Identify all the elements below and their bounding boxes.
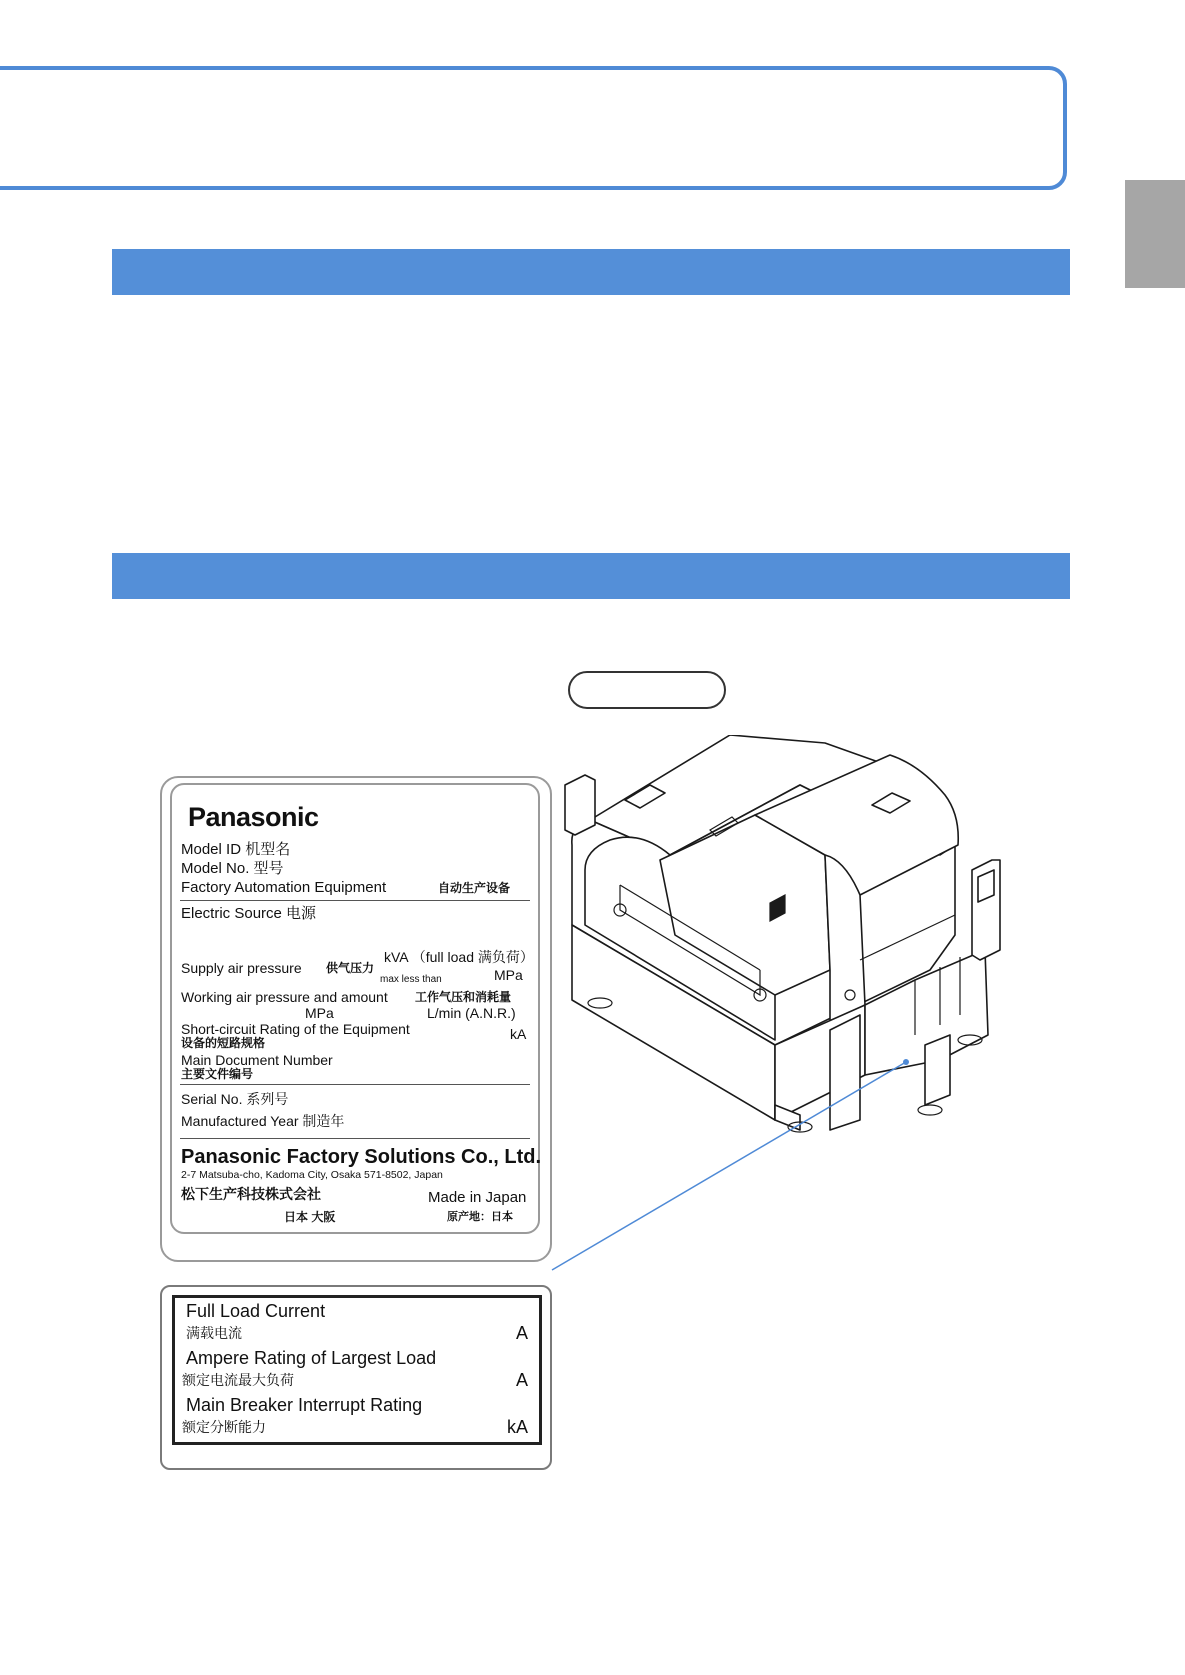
machine-illustration [560,735,1100,1195]
main-breaker: Main Breaker Interrupt Rating [186,1395,423,1415]
serial-no: Serial No. 系列号 [181,1091,289,1107]
company-address: 2-7 Matsuba-cho, Kadoma City, Osaka 571-8502, Japan [181,1169,443,1181]
full-load-current-cn: 满载电流 [186,1325,242,1341]
short-circuit: Short-circuit Rating of the Equipment [181,1021,410,1037]
made-in-japan: Made in Japan [428,1189,527,1206]
kva-label: kVA （full load 满负荷） [384,949,534,965]
ampere-rating-cn: 额定电流最大负荷 [182,1372,294,1388]
city-cn: 日本 大阪 [284,1210,336,1224]
unit-ka: kA [507,1417,529,1437]
electric-source: Electric Source 电源 [181,905,317,922]
divider [180,1138,530,1139]
mpa-unit-2: MPa [305,1005,334,1021]
lmin-unit: L/min (A.N.R.) [427,1005,516,1021]
model-no: Model No. 型号 [181,860,284,877]
supply-air: Supply air pressure [181,960,302,976]
full-load-current: Full Load Current [186,1301,326,1321]
factory-equipment: Factory Automation Equipment [181,879,387,896]
origin-cn: 原产地：日本 [447,1211,513,1223]
model-id: Model ID 机型名 [181,841,291,858]
chapter-header-box [0,66,1067,190]
max-less-than: max less than [380,974,442,985]
main-document: Main Document Number [181,1052,333,1068]
figure-caption-pill [568,671,726,709]
ampere-rating: Ampere Rating of Largest Load [186,1348,437,1368]
brand-logo: Panasonic [188,802,319,832]
mpa-unit: MPa [494,967,523,983]
divider [180,1084,530,1085]
chapter-side-tab [1125,180,1185,288]
section-bar-2 [112,553,1070,599]
factory-equipment-cn: 自动生产设备 [438,881,511,895]
working-air: Working air pressure and amount [181,989,388,1005]
short-circuit-cn: 设备的短路规格 [181,1036,266,1050]
unit-a-1: A [516,1323,529,1343]
company-name: Panasonic Factory Solutions Co., Ltd. [181,1146,542,1168]
unit-a-2: A [516,1370,529,1390]
section-bar-1 [112,249,1070,295]
manufactured-year: Manufactured Year 制造年 [181,1113,345,1129]
main-document-cn: 主要文件编号 [181,1067,254,1081]
main-breaker-cn: 额定分断能力 [182,1419,266,1435]
divider [180,900,530,901]
ka-unit: kA [510,1026,527,1042]
working-air-cn: 工作气压和消耗量 [415,990,512,1004]
supply-air-cn: 供气压力 [326,961,375,975]
company-name-cn: 松下生产科技株式会社 [181,1186,321,1202]
